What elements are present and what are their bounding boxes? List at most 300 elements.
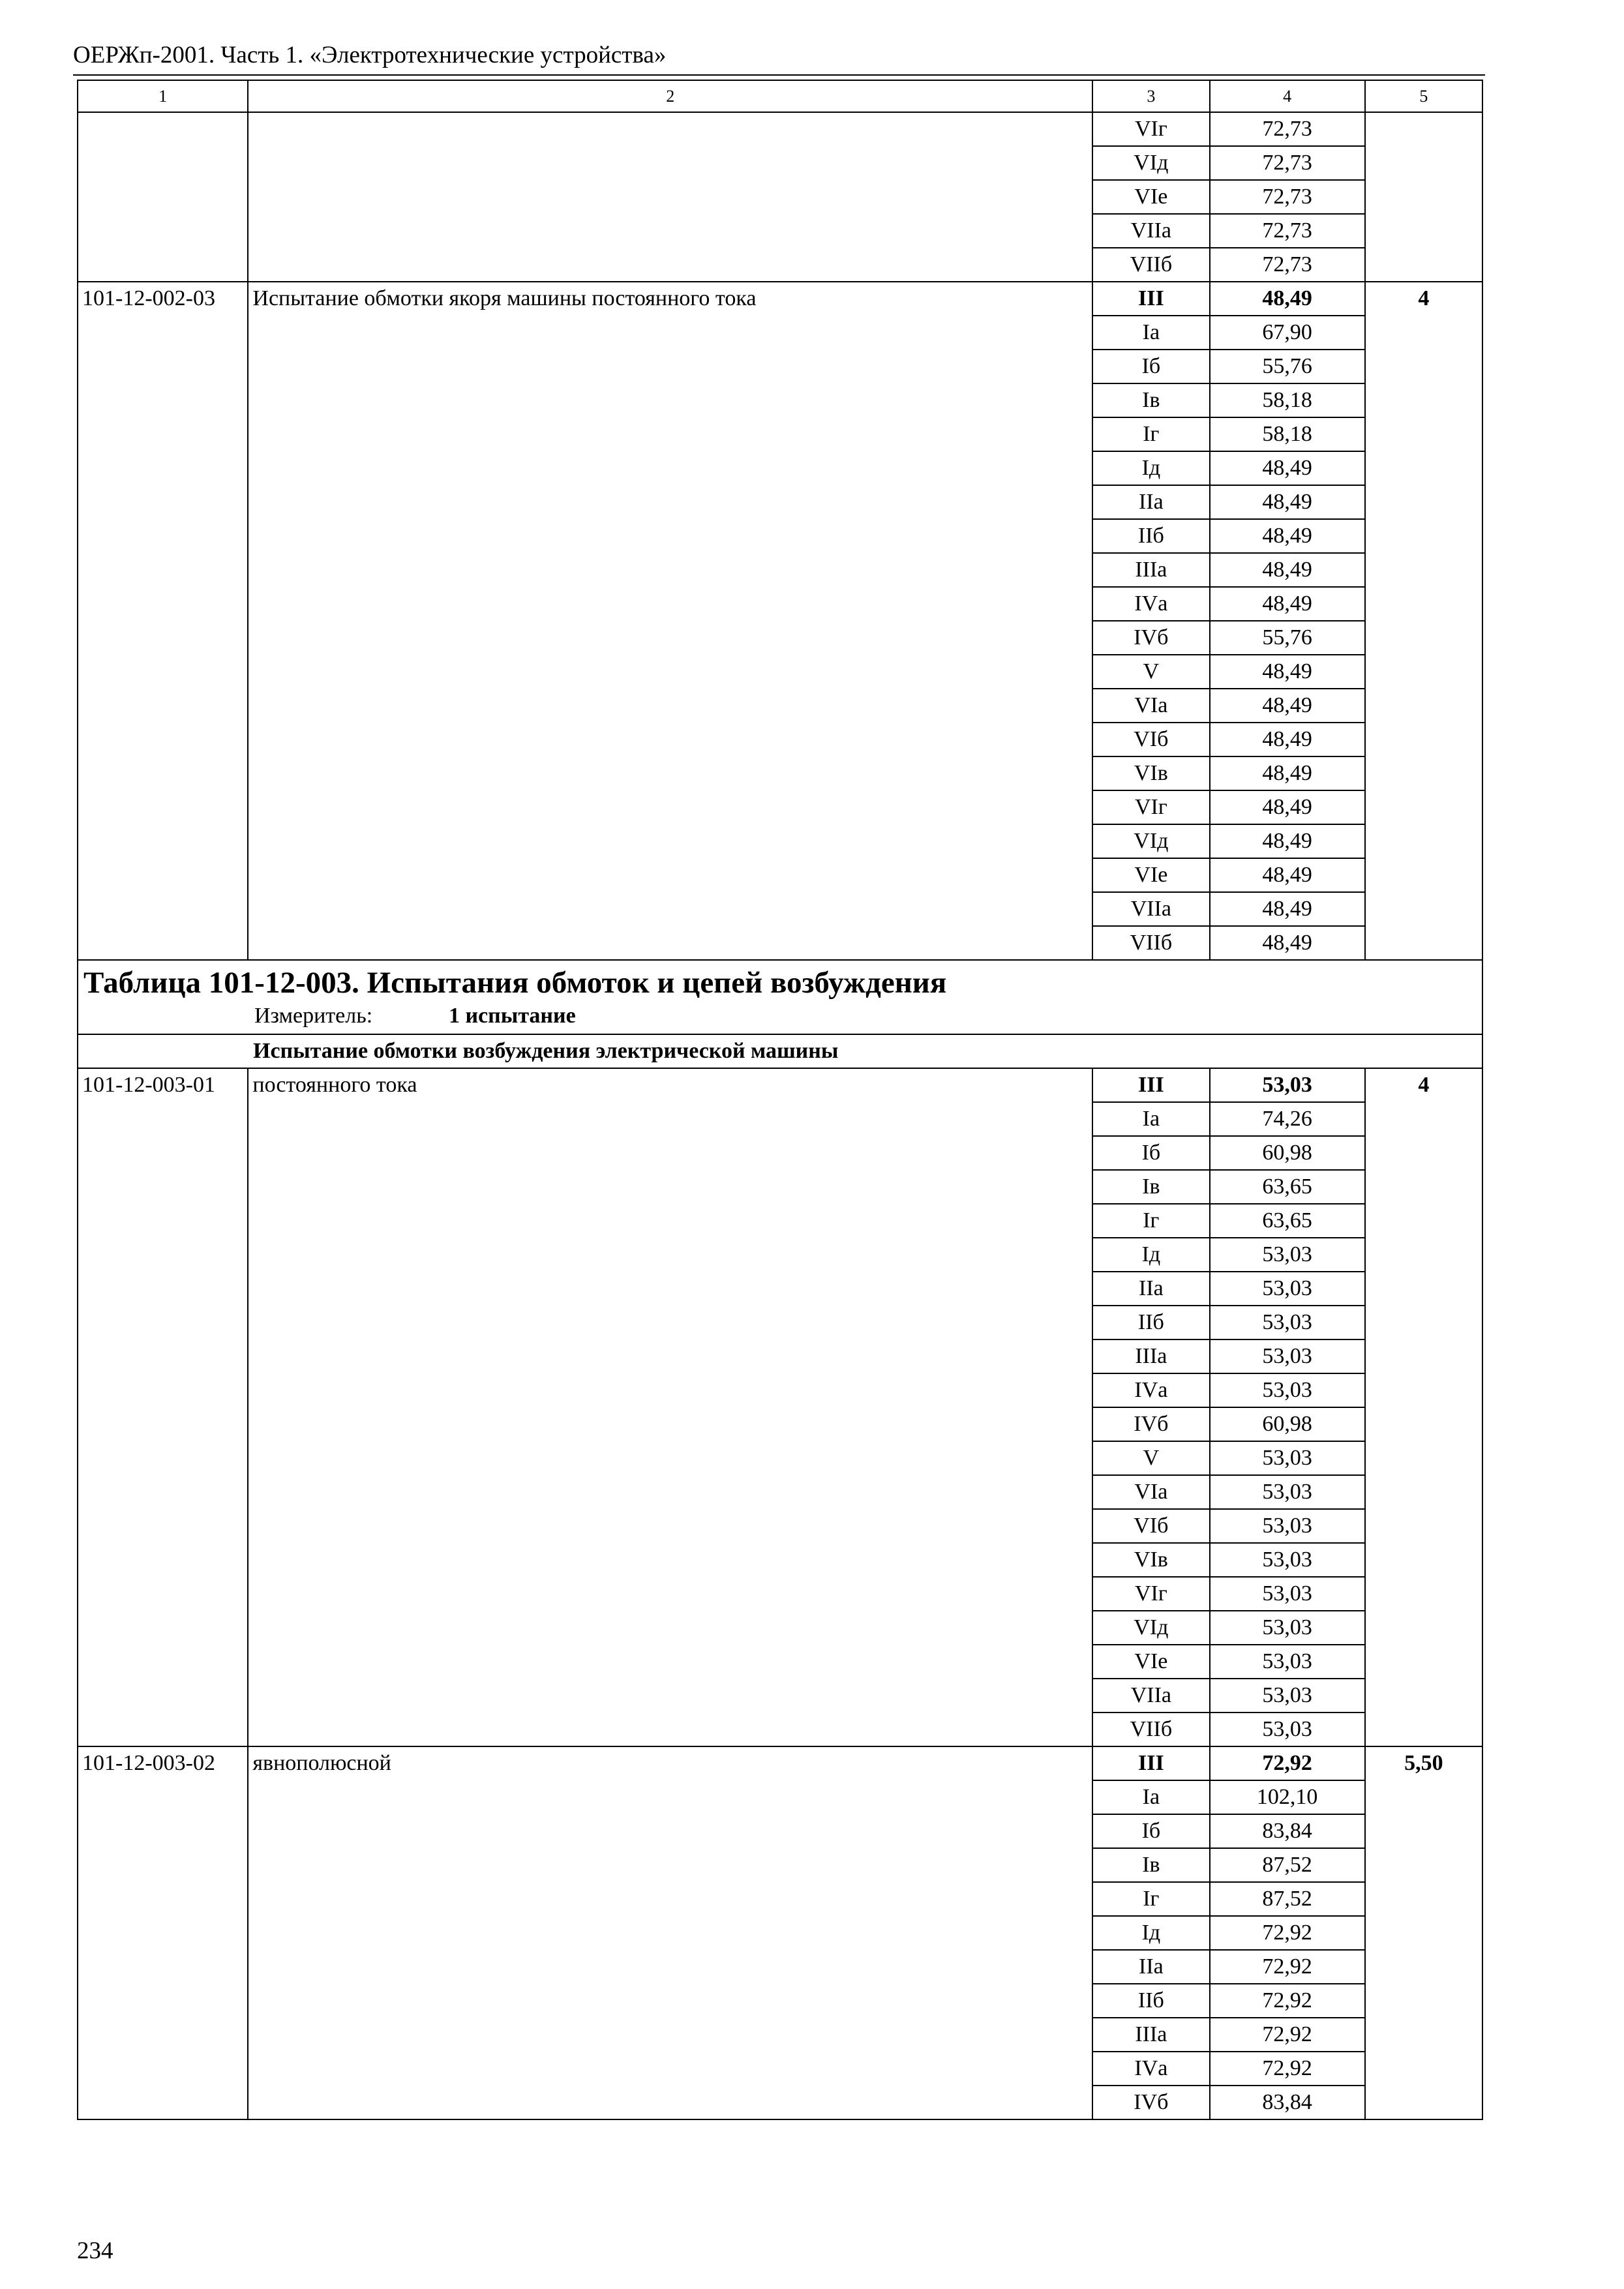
col5-cell	[1365, 1611, 1482, 1645]
col5-cell: 4	[1365, 1068, 1482, 1102]
col5-cell	[1365, 1543, 1482, 1577]
value-cell: 48,49	[1210, 790, 1365, 824]
table-row	[78, 180, 1482, 214]
name-cell	[248, 1780, 1092, 1814]
value-cell: 48,49	[1210, 858, 1365, 892]
table-row	[78, 858, 1482, 892]
table-row	[78, 1238, 1482, 1272]
value-cell: 72,92	[1210, 2018, 1365, 2052]
code-cell	[78, 519, 248, 553]
column-number: 3	[1092, 80, 1209, 112]
table-row	[78, 2052, 1482, 2086]
name-cell	[248, 180, 1092, 214]
zone-cell: IVа	[1092, 2052, 1209, 2086]
value-cell: 53,03	[1210, 1679, 1365, 1713]
name-cell	[248, 316, 1092, 350]
table-row	[78, 1373, 1482, 1407]
col5-cell	[1365, 485, 1482, 519]
table-row	[78, 1306, 1482, 1339]
value-cell: 55,76	[1210, 621, 1365, 655]
subheading: Испытание обмотки возбуждения электрической машины	[78, 1034, 1482, 1068]
column-number: 2	[248, 80, 1092, 112]
col5-cell	[1365, 1238, 1482, 1272]
table-row	[78, 926, 1482, 960]
value-cell: 48,49	[1210, 519, 1365, 553]
name-cell	[248, 1543, 1092, 1577]
code-cell	[78, 1543, 248, 1577]
zone-cell: Iв	[1092, 1170, 1209, 1204]
col5-cell	[1365, 2086, 1482, 2119]
col5-cell	[1365, 1814, 1482, 1848]
name-cell	[248, 655, 1092, 689]
zone-cell: V	[1092, 1441, 1209, 1475]
column-numbers-row	[78, 80, 1482, 112]
name-cell	[248, 621, 1092, 655]
value-cell: 53,03	[1210, 1713, 1365, 1746]
value-cell: 55,76	[1210, 350, 1365, 383]
table-row	[78, 1814, 1482, 1848]
col5-cell	[1365, 1713, 1482, 1746]
zone-cell: IIIа	[1092, 2018, 1209, 2052]
table-row	[78, 316, 1482, 350]
value-cell: 60,98	[1210, 1407, 1365, 1441]
zone-cell: VIе	[1092, 858, 1209, 892]
code-cell	[78, 1645, 248, 1679]
zone-cell: Iг	[1092, 1882, 1209, 1916]
zone-cell: VIа	[1092, 689, 1209, 723]
col5-cell	[1365, 417, 1482, 451]
value-cell: 72,92	[1210, 1746, 1365, 1780]
code-cell	[78, 553, 248, 587]
code-cell: 101-12-003-01	[78, 1068, 248, 1102]
value-cell: 48,49	[1210, 723, 1365, 756]
value-cell: 72,73	[1210, 180, 1365, 214]
col5-cell	[1365, 621, 1482, 655]
value-cell: 53,03	[1210, 1645, 1365, 1679]
code-cell	[78, 824, 248, 858]
zone-cell: Iб	[1092, 1814, 1209, 1848]
value-cell: 53,03	[1210, 1475, 1365, 1509]
col5-cell	[1365, 180, 1482, 214]
header-rule	[73, 74, 1485, 76]
zone-cell: IIа	[1092, 1272, 1209, 1306]
value-cell: 48,49	[1210, 553, 1365, 587]
name-cell	[248, 146, 1092, 180]
name-cell	[248, 350, 1092, 383]
zone-cell: VIб	[1092, 1509, 1209, 1543]
value-cell: 74,26	[1210, 1102, 1365, 1136]
table-row	[78, 1407, 1482, 1441]
value-cell: 67,90	[1210, 316, 1365, 350]
code-cell	[78, 2018, 248, 2052]
name-cell	[248, 1679, 1092, 1713]
col5-cell	[1365, 926, 1482, 960]
value-cell: 87,52	[1210, 1848, 1365, 1882]
table-row	[78, 1136, 1482, 1170]
zone-cell: Iв	[1092, 1848, 1209, 1882]
table-row	[78, 485, 1482, 519]
code-cell	[78, 1238, 248, 1272]
zone-cell: III	[1092, 282, 1209, 316]
table-row	[78, 1984, 1482, 2018]
col5-cell	[1365, 1950, 1482, 1984]
value-cell: 72,73	[1210, 214, 1365, 248]
value-cell: 48,49	[1210, 451, 1365, 485]
code-cell	[78, 214, 248, 248]
name-cell	[248, 1713, 1092, 1746]
code-cell	[78, 1950, 248, 1984]
name-cell: постоянного тока	[248, 1068, 1092, 1102]
col5-cell	[1365, 1102, 1482, 1136]
col5-cell	[1365, 451, 1482, 485]
zone-cell: Iа	[1092, 1102, 1209, 1136]
zone-cell: IIб	[1092, 519, 1209, 553]
col5-cell	[1365, 553, 1482, 587]
table-row	[78, 1441, 1482, 1475]
table-row	[78, 383, 1482, 417]
value-cell: 53,03	[1210, 1509, 1365, 1543]
name-cell	[248, 1102, 1092, 1136]
name-cell	[248, 1339, 1092, 1373]
code-cell	[78, 790, 248, 824]
col5-cell	[1365, 383, 1482, 417]
zone-cell: Iг	[1092, 417, 1209, 451]
col5-cell	[1365, 1136, 1482, 1170]
zone-cell: VIг	[1092, 112, 1209, 146]
value-cell: 63,65	[1210, 1170, 1365, 1204]
zone-cell: III	[1092, 1746, 1209, 1780]
name-cell	[248, 2086, 1092, 2119]
code-cell	[78, 1170, 248, 1204]
table-row	[78, 1746, 1482, 1780]
table-row	[78, 655, 1482, 689]
col5-cell: 4	[1365, 282, 1482, 316]
value-cell: 53,03	[1210, 1238, 1365, 1272]
zone-cell: IIа	[1092, 485, 1209, 519]
name-cell	[248, 689, 1092, 723]
code-cell	[78, 1204, 248, 1238]
value-cell: 60,98	[1210, 1136, 1365, 1170]
value-cell: 48,49	[1210, 587, 1365, 621]
name-cell	[248, 1611, 1092, 1645]
value-cell: 53,03	[1210, 1272, 1365, 1306]
value-cell: 53,03	[1210, 1068, 1365, 1102]
col5-cell	[1365, 146, 1482, 180]
col5-cell	[1365, 824, 1482, 858]
table-row	[78, 1645, 1482, 1679]
table-row	[78, 1272, 1482, 1306]
code-cell	[78, 350, 248, 383]
col5-cell	[1365, 2018, 1482, 2052]
value-cell: 83,84	[1210, 1814, 1365, 1848]
table-row	[78, 2086, 1482, 2119]
code-cell	[78, 1577, 248, 1611]
table-row	[78, 1543, 1482, 1577]
table-row	[78, 1916, 1482, 1950]
name-cell	[248, 1950, 1092, 1984]
table-row	[78, 824, 1482, 858]
code-cell	[78, 858, 248, 892]
name-cell	[248, 1136, 1092, 1170]
column-number: 5	[1365, 80, 1482, 112]
zone-cell: VIе	[1092, 180, 1209, 214]
subheading-row	[78, 1034, 1482, 1068]
table-row	[78, 417, 1482, 451]
code-cell	[78, 621, 248, 655]
value-cell: 87,52	[1210, 1882, 1365, 1916]
column-number: 4	[1210, 80, 1365, 112]
code-cell	[78, 1102, 248, 1136]
code-cell	[78, 1984, 248, 2018]
name-cell	[248, 1170, 1092, 1204]
value-cell: 53,03	[1210, 1441, 1365, 1475]
col5-cell	[1365, 723, 1482, 756]
col5-cell	[1365, 587, 1482, 621]
table-row	[78, 112, 1482, 146]
zone-cell: Iв	[1092, 383, 1209, 417]
zone-cell: IVб	[1092, 621, 1209, 655]
page-number: 234	[77, 2237, 113, 2264]
value-cell: 53,03	[1210, 1577, 1365, 1611]
meter-value: 1 испытание	[449, 1004, 576, 1028]
code-cell	[78, 1339, 248, 1373]
value-cell: 72,92	[1210, 2052, 1365, 2086]
table-row	[78, 1577, 1482, 1611]
zone-cell: IIIа	[1092, 553, 1209, 587]
table-row	[78, 146, 1482, 180]
col5-cell	[1365, 350, 1482, 383]
code-cell	[78, 1713, 248, 1746]
table-row	[78, 1339, 1482, 1373]
name-cell	[248, 926, 1092, 960]
value-cell: 48,49	[1210, 892, 1365, 926]
name-cell	[248, 1238, 1092, 1272]
name-cell	[248, 1916, 1092, 1950]
rates-table	[77, 80, 1483, 2120]
value-cell: 48,49	[1210, 655, 1365, 689]
table-row	[78, 1102, 1482, 1136]
name-cell	[248, 1441, 1092, 1475]
table-row	[78, 451, 1482, 485]
code-cell	[78, 1882, 248, 1916]
name-cell	[248, 214, 1092, 248]
zone-cell: VIв	[1092, 756, 1209, 790]
zone-cell: Iа	[1092, 316, 1209, 350]
table-row	[78, 723, 1482, 756]
col5-cell	[1365, 1441, 1482, 1475]
code-cell	[78, 892, 248, 926]
col5-cell	[1365, 858, 1482, 892]
code-cell: 101-12-003-02	[78, 1746, 248, 1780]
table-row	[78, 1509, 1482, 1543]
code-cell	[78, 1916, 248, 1950]
value-cell: 53,03	[1210, 1373, 1365, 1407]
value-cell: 53,03	[1210, 1543, 1365, 1577]
value-cell: 48,49	[1210, 756, 1365, 790]
col5-cell	[1365, 1339, 1482, 1373]
zone-cell: VIв	[1092, 1543, 1209, 1577]
zone-cell: VIг	[1092, 790, 1209, 824]
code-cell	[78, 587, 248, 621]
col5-cell	[1365, 1916, 1482, 1950]
name-cell	[248, 1272, 1092, 1306]
code-cell	[78, 1136, 248, 1170]
code-cell	[78, 248, 248, 282]
col5-cell	[1365, 1848, 1482, 1882]
code-cell	[78, 417, 248, 451]
zone-cell: Iд	[1092, 1916, 1209, 1950]
code-cell	[78, 926, 248, 960]
zone-cell: VIд	[1092, 146, 1209, 180]
name-cell	[248, 519, 1092, 553]
col5-cell	[1365, 1407, 1482, 1441]
col5-cell	[1365, 1780, 1482, 1814]
zone-cell: VIб	[1092, 723, 1209, 756]
zone-cell: IIIа	[1092, 1339, 1209, 1373]
name-cell	[248, 824, 1092, 858]
table-row	[78, 553, 1482, 587]
code-cell	[78, 1679, 248, 1713]
zone-cell: Iб	[1092, 350, 1209, 383]
code-cell	[78, 689, 248, 723]
zone-cell: Iд	[1092, 1238, 1209, 1272]
column-number: 1	[78, 80, 248, 112]
name-cell	[248, 2018, 1092, 2052]
zone-cell: VIIа	[1092, 1679, 1209, 1713]
page-header: ОЕРЖп-2001. Часть 1. «Электротехнические устройства»	[73, 42, 667, 68]
zone-cell: IIб	[1092, 1306, 1209, 1339]
code-cell	[78, 1848, 248, 1882]
col5-cell	[1365, 1679, 1482, 1713]
table-row	[78, 1780, 1482, 1814]
zone-cell: V	[1092, 655, 1209, 689]
name-cell	[248, 1814, 1092, 1848]
table-row	[78, 587, 1482, 621]
name-cell	[248, 1407, 1092, 1441]
zone-cell: IVа	[1092, 587, 1209, 621]
zone-cell: VIIа	[1092, 892, 1209, 926]
zone-cell: IVа	[1092, 1373, 1209, 1407]
name-cell	[248, 858, 1092, 892]
name-cell	[248, 451, 1092, 485]
zone-cell: Iд	[1092, 451, 1209, 485]
code-cell	[78, 1509, 248, 1543]
table-row	[78, 689, 1482, 723]
value-cell: 48,49	[1210, 824, 1365, 858]
value-cell: 72,73	[1210, 146, 1365, 180]
name-cell	[248, 1475, 1092, 1509]
value-cell: 53,03	[1210, 1611, 1365, 1645]
table-row	[78, 621, 1482, 655]
zone-cell: Iа	[1092, 1780, 1209, 1814]
code-cell	[78, 451, 248, 485]
table-row	[78, 282, 1482, 316]
col5-cell	[1365, 1204, 1482, 1238]
code-cell	[78, 1306, 248, 1339]
col5-cell	[1365, 1509, 1482, 1543]
code-cell	[78, 1475, 248, 1509]
meter-label: Измеритель:	[254, 1004, 373, 1028]
zone-cell: Iг	[1092, 1204, 1209, 1238]
col5-cell	[1365, 2052, 1482, 2086]
value-cell: 53,03	[1210, 1339, 1365, 1373]
name-cell	[248, 553, 1092, 587]
zone-cell: III	[1092, 1068, 1209, 1102]
table-row	[78, 350, 1482, 383]
name-cell	[248, 1577, 1092, 1611]
value-cell: 58,18	[1210, 383, 1365, 417]
col5-cell	[1365, 1984, 1482, 2018]
name-cell	[248, 485, 1092, 519]
table-row	[78, 1611, 1482, 1645]
name-cell	[248, 756, 1092, 790]
name-cell	[248, 723, 1092, 756]
col5-cell	[1365, 214, 1482, 248]
value-cell: 72,73	[1210, 112, 1365, 146]
name-cell	[248, 1509, 1092, 1543]
table-row	[78, 1068, 1482, 1102]
code-cell	[78, 1780, 248, 1814]
col5-cell	[1365, 756, 1482, 790]
zone-cell: VIIб	[1092, 248, 1209, 282]
table-row	[78, 519, 1482, 553]
value-cell: 72,92	[1210, 1984, 1365, 2018]
name-cell	[248, 1204, 1092, 1238]
name-cell	[248, 1882, 1092, 1916]
col5-cell	[1365, 1577, 1482, 1611]
zone-cell: VIг	[1092, 1577, 1209, 1611]
table-row	[78, 892, 1482, 926]
code-cell	[78, 1441, 248, 1475]
zone-cell: VIIб	[1092, 926, 1209, 960]
table-title: Таблица 101-12-003. Испытания обмоток и цепей возбуждения	[83, 966, 947, 1000]
zone-cell: VIа	[1092, 1475, 1209, 1509]
code-cell	[78, 146, 248, 180]
table-row	[78, 1848, 1482, 1882]
table-row	[78, 790, 1482, 824]
table-row	[78, 1950, 1482, 1984]
name-cell	[248, 1848, 1092, 1882]
code-cell	[78, 2052, 248, 2086]
code-cell	[78, 485, 248, 519]
col5-cell	[1365, 655, 1482, 689]
table-row	[78, 1170, 1482, 1204]
col5-cell	[1365, 1645, 1482, 1679]
col5-cell	[1365, 1882, 1482, 1916]
table-title-row	[78, 960, 1482, 1034]
name-cell	[248, 1373, 1092, 1407]
table-row	[78, 1679, 1482, 1713]
zone-cell: VIIб	[1092, 1713, 1209, 1746]
value-cell: 72,73	[1210, 248, 1365, 282]
code-cell	[78, 1373, 248, 1407]
table-row	[78, 248, 1482, 282]
name-cell: Испытание обмотки якоря машины постоянного тока	[248, 282, 1092, 316]
code-cell	[78, 1407, 248, 1441]
zone-cell: IVб	[1092, 1407, 1209, 1441]
value-cell: 102,10	[1210, 1780, 1365, 1814]
code-cell	[78, 112, 248, 146]
table-row	[78, 1475, 1482, 1509]
code-cell	[78, 1814, 248, 1848]
code-cell	[78, 1611, 248, 1645]
col5-cell: 5,50	[1365, 1746, 1482, 1780]
zone-cell: Iб	[1092, 1136, 1209, 1170]
name-cell	[248, 112, 1092, 146]
code-cell: 101-12-002-03	[78, 282, 248, 316]
zone-cell: IIа	[1092, 1950, 1209, 1984]
table-row	[78, 1204, 1482, 1238]
